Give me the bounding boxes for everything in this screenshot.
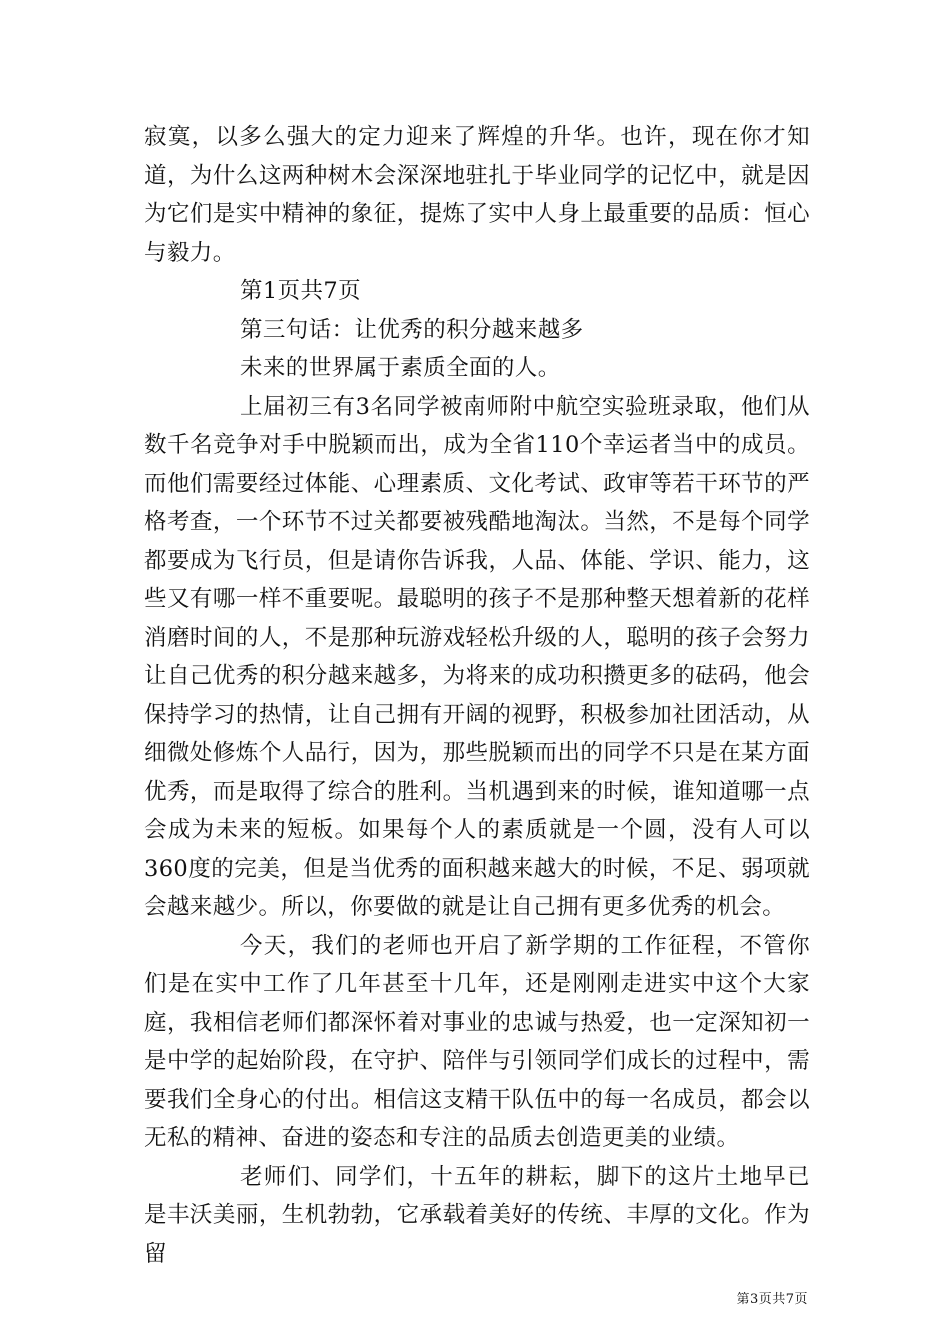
body-text [144, 118, 810, 1273]
paragraph-1: 寂寞，以多么强大的定力迎来了辉煌的升华。也许，现在你才知道，为什么这两种树木会深深地驻扎于毕业同学的记忆中，就是因为它们是实中精神的象征，提炼了实中人身上最重要的品质：恒心与毅力。 [144, 124, 810, 266]
section-heading: 第三句话：让优秀的积分越来越多 [240, 316, 584, 343]
paragraph-4: 老师们、同学们，十五年的耕耘，脚下的这片土地早已是丰沃美丽，生机勃勃，它承载着美好的传统、丰厚的文化。作为留 [144, 1163, 810, 1267]
paragraph-3: 今天，我们的老师也开启了新学期的工作征程，不管你们是在实中工作了几年甚至十几年，还是刚刚走进实中这个大家庭，我相信老师们都深怀着对事业的忠诚与热爱，也一定深知初一是中学的起始阶段，在守护、陪伴与引领同学们成长的过程中，需要我们全身心的付出。相信这支精干队伍中的每一名成员，都会以无私的精神、奋进的姿态和专注的品质去创造更美的业绩。 [144, 932, 810, 1151]
paragraph-2: 上届初三有3名同学被南师附中航空实验班录取，他们从数千名竞争对手中脱颖而出，成为全省110个幸运者当中的成员。而他们需要经过体能、心理素质、文化考试、政审等若干环节的严格考查，一个环节不过关都要被残酷地淘汰。当然，不是每个同学都要成为飞行员，但是请你告诉我，人品、体能、学识、能力，这些又有哪一样不重要呢。最聪明的孩子不是那种整天想着新的花样消磨时间的人，不是那种玩游戏轻松升级的人，聪明的孩子会努力让自己优秀的积分越来越多，为将来的成功积攒更多的砝码，他会保持学习的热情，让自己拥有开阔的视野，积极参加社团活动，从细微处修炼个人品行，因为，那些脱颖而出的同学不只是在某方面优秀，而是取得了综合的胜利。当机遇到来的时候，谁知道哪一点会成为未来的短板。如果每个人的素质就是一个圆，没有人可以360度的完美，但是当优秀的面积越来越大的时候，不足、弱项就会越来越少。所以，你要做的就是让自己拥有更多优秀的机会。 [144, 393, 810, 920]
inline-page-number: 第1页共7页 [240, 278, 362, 304]
paragraph-lead: 未来的世界属于素质全面的人。 [240, 355, 561, 381]
page-footer: 第3页共7页 [736, 1292, 808, 1307]
